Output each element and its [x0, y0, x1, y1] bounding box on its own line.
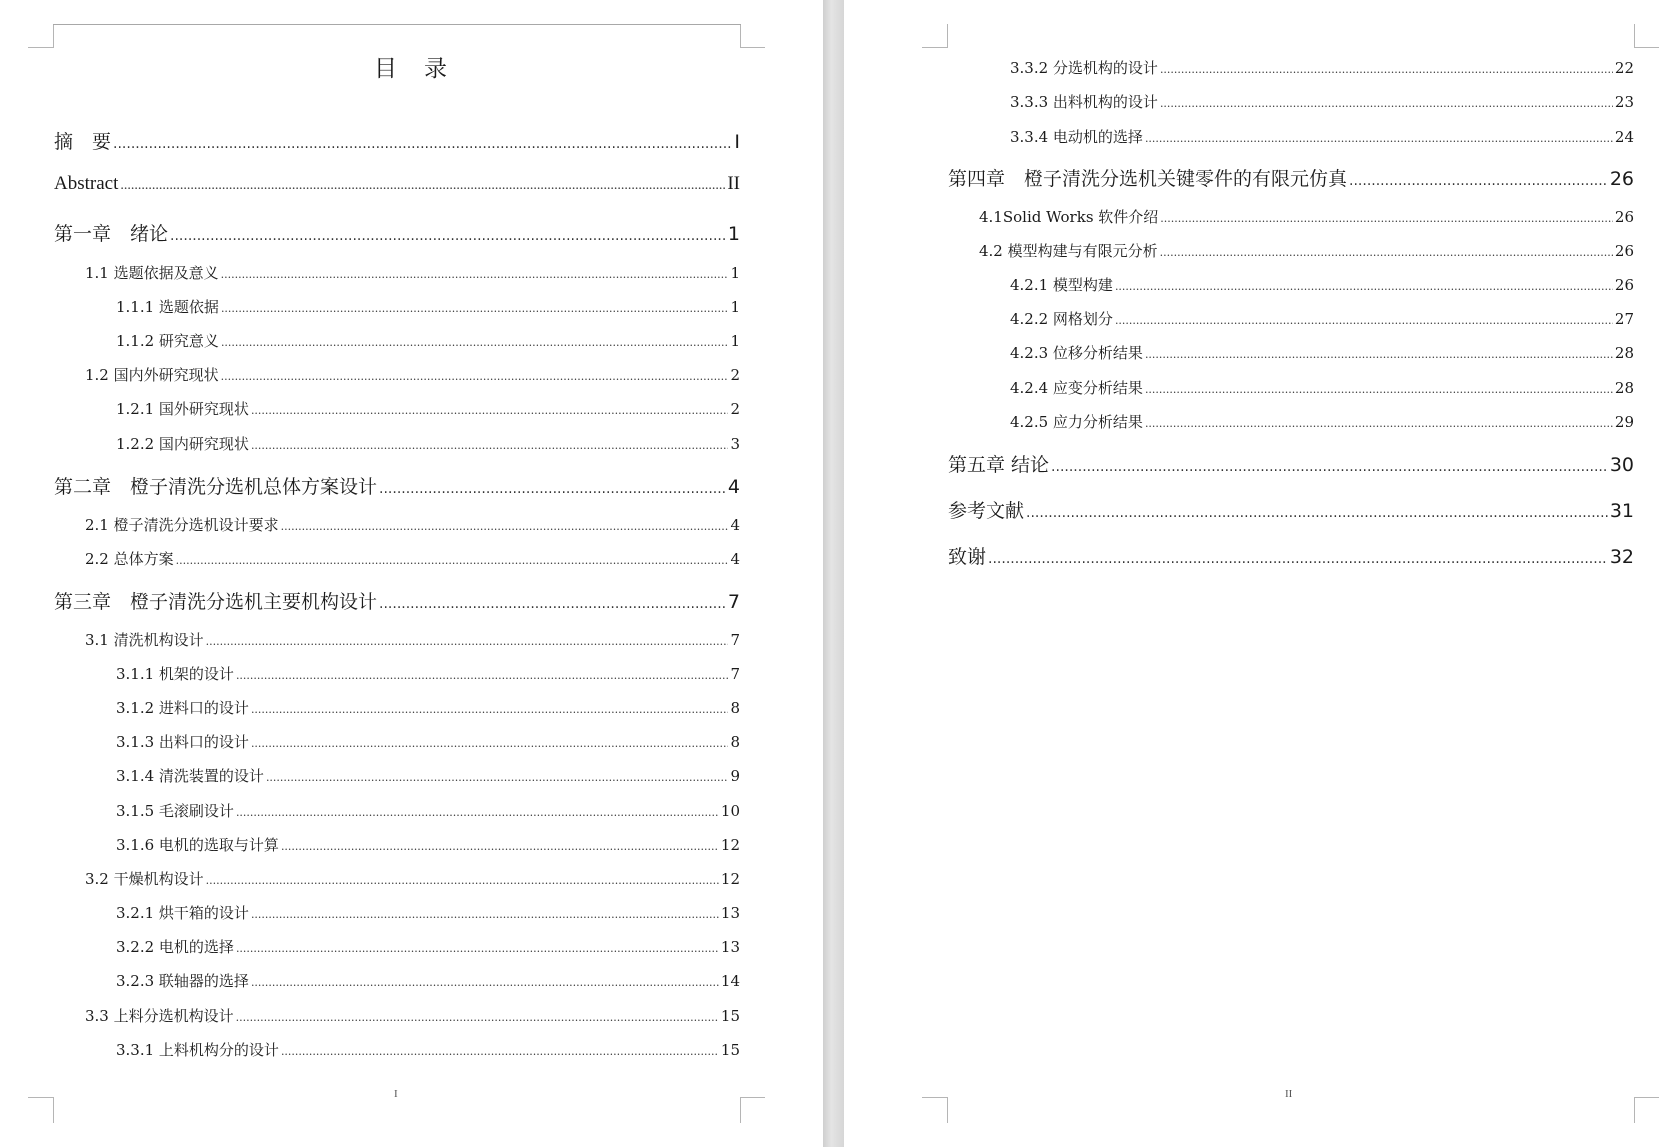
toc-label: 3.1.3 出料口的设计 [116, 733, 249, 751]
toc-page-number: 28 [1614, 379, 1634, 397]
toc-label: 3.1 清洗机构设计 [85, 631, 204, 649]
toc-leader [221, 336, 729, 349]
toc-entry-subsection[interactable] [1010, 126, 1634, 147]
toc-label: 2.2 总体方案 [85, 550, 174, 568]
crop-mark [1634, 24, 1635, 48]
toc-label: 1.2.1 国外研究现状 [116, 400, 249, 418]
toc-page-number: 15 [720, 1007, 740, 1025]
toc-leader [120, 178, 725, 194]
toc-leader [1160, 212, 1613, 225]
toc-page-number: 4 [730, 516, 740, 534]
toc-entry-subsection[interactable] [1010, 274, 1634, 295]
crop-mark [740, 47, 765, 48]
toc-leader [1145, 383, 1613, 396]
toc-entry-subsection[interactable] [116, 731, 740, 752]
crop-mark [947, 1097, 948, 1123]
toc-label: 第一章 绪论 [54, 223, 169, 245]
crop-mark [28, 47, 53, 48]
toc-page-number: 22 [1614, 59, 1634, 77]
toc-page-number: 8 [730, 733, 740, 751]
toc-entry-section[interactable] [85, 868, 740, 889]
toc-entry-section[interactable] [85, 514, 740, 535]
crop-mark [740, 1097, 765, 1098]
toc-leader [236, 1011, 719, 1024]
toc-leader [221, 268, 729, 281]
toc-page-number: 29 [1614, 413, 1634, 431]
toc-leader [1115, 280, 1613, 293]
toc-page-number: 31 [1609, 500, 1634, 522]
toc-entry-chapter-3[interactable] [54, 587, 740, 614]
toc-entry-subsection[interactable] [1010, 342, 1634, 363]
toc-label: 1.1.1 选题依据 [116, 298, 219, 316]
toc-leader [1160, 63, 1613, 76]
toc-entry-subsection[interactable] [1010, 411, 1634, 432]
toc-page-number: 4 [727, 476, 740, 498]
toc-leader [221, 370, 729, 383]
crop-mark [740, 1097, 741, 1123]
toc-label: 3.3 上料分选机构设计 [85, 1007, 234, 1025]
toc-leader [1145, 348, 1613, 361]
crop-mark [1634, 1097, 1659, 1098]
toc-page-number: 1 [730, 264, 740, 282]
toc-page-number: 3 [730, 435, 740, 453]
header-rule [53, 24, 741, 25]
toc-page-number: 7 [727, 591, 740, 613]
toc-page-number: 26 [1614, 242, 1634, 260]
toc-entry-abstract-en[interactable] [54, 173, 740, 195]
toc-entry-section[interactable] [979, 240, 1634, 261]
toc-label: 1.2 国内外研究现状 [85, 366, 219, 384]
toc-entry-subsection[interactable] [116, 398, 740, 419]
toc-leader [251, 703, 729, 716]
toc-label: 1.2.2 国内研究现状 [116, 435, 249, 453]
toc-label: 3.1.6 电机的选取与计算 [116, 836, 279, 854]
toc-page-number: 12 [720, 870, 740, 888]
toc-entry-subsection[interactable] [116, 663, 740, 684]
toc-entry-references[interactable] [948, 496, 1634, 523]
toc-label: 3.3.2 分选机构的设计 [1010, 59, 1158, 77]
toc-entry-subsection[interactable] [1010, 377, 1634, 398]
toc-leader [1145, 417, 1613, 430]
toc-leader [236, 942, 719, 955]
toc-leader [206, 635, 729, 648]
crop-mark [53, 24, 54, 48]
toc-leader [1051, 459, 1608, 475]
toc-entry-subsection[interactable] [116, 800, 740, 821]
toc-page-number: 15 [720, 1041, 740, 1059]
toc-entry-subsection[interactable] [116, 433, 740, 454]
toc-leader [206, 874, 719, 887]
toc-label: 3.3.4 电动机的选择 [1010, 128, 1143, 146]
crop-mark [53, 1097, 54, 1123]
toc-entry-subsection[interactable] [116, 330, 740, 351]
toc-leader [251, 404, 729, 417]
toc-page-number: 26 [1614, 208, 1634, 226]
toc-page-number: 1 [730, 332, 740, 350]
toc-leader [281, 1045, 719, 1058]
toc-entry-subsection[interactable] [116, 765, 740, 786]
toc-leader [379, 481, 726, 497]
crop-mark [740, 24, 741, 48]
page-gutter [823, 0, 844, 1147]
toc-page-number: 23 [1614, 93, 1634, 111]
toc-leader [251, 737, 729, 750]
toc-entry-chapter-1[interactable] [54, 219, 740, 246]
toc-page-number: I [734, 131, 740, 153]
toc-entry-subsection[interactable] [1010, 57, 1634, 78]
toc-label: 3.1.5 毛滚刷设计 [116, 802, 234, 820]
toc-entry-subsection[interactable] [116, 902, 740, 923]
toc-entry-section[interactable] [85, 262, 740, 283]
toc-label: 致谢 [948, 546, 987, 568]
toc-entry-subsection[interactable] [1010, 308, 1634, 329]
toc-label: 摘 要 [54, 131, 112, 153]
toc-entry-chapter-4[interactable] [948, 164, 1634, 191]
crop-mark [1634, 47, 1659, 48]
toc-entry-subsection[interactable] [116, 970, 740, 991]
toc-leader [281, 840, 719, 853]
toc-page-number: 26 [1614, 276, 1634, 294]
toc-leader [251, 439, 729, 452]
toc-page-number: 26 [1609, 168, 1634, 190]
toc-leader [1160, 246, 1613, 259]
toc-page-number: 24 [1614, 128, 1634, 146]
toc-label: 第四章 橙子清洗分选机关键零件的有限元仿真 [948, 168, 1348, 190]
toc-label: 第三章 橙子清洗分选机主要机构设计 [54, 591, 378, 613]
crop-mark [922, 47, 947, 48]
toc-leader [281, 520, 729, 533]
toc-leader [113, 136, 732, 152]
toc-leader [221, 302, 729, 315]
toc-entry-subsection[interactable] [116, 697, 740, 718]
toc-leader [988, 551, 1608, 567]
toc-label: 第二章 橙子清洗分选机总体方案设计 [54, 476, 378, 498]
toc-entry-subsection[interactable] [116, 936, 740, 957]
toc-label: 1.1 选题依据及意义 [85, 264, 219, 282]
toc-label: 3.2.3 联轴器的选择 [116, 972, 249, 990]
toc-label: 3.1.4 清洗装置的设计 [116, 767, 264, 785]
page-number-footer: II [1285, 1088, 1293, 1100]
crop-mark [28, 1097, 53, 1098]
toc-entry-subsection[interactable] [116, 1039, 740, 1060]
toc-page-number: 28 [1614, 344, 1634, 362]
crop-mark [1634, 1097, 1635, 1123]
toc-label: Abstract [54, 173, 119, 194]
toc-page-number: 2 [730, 400, 740, 418]
toc-leader [1145, 132, 1613, 145]
toc-leader [379, 596, 726, 612]
document-page-1 [0, 0, 823, 1147]
toc-leader [251, 908, 719, 921]
toc-page-number: 13 [720, 938, 740, 956]
toc-leader [236, 669, 729, 682]
document-page-2 [844, 0, 1659, 1147]
toc-page-number: 13 [720, 904, 740, 922]
toc-label: 1.1.2 研究意义 [116, 332, 219, 350]
page-number-footer: I [394, 1088, 398, 1100]
toc-leader [266, 771, 729, 784]
toc-page-number: 2 [730, 366, 740, 384]
toc-page-number: 8 [730, 699, 740, 717]
toc-page-number: 7 [730, 631, 740, 649]
toc-leader [251, 976, 719, 989]
toc-page-number: 32 [1609, 546, 1634, 568]
toc-page-number: 10 [720, 802, 740, 820]
toc-label: 3.2.2 电机的选择 [116, 938, 234, 956]
toc-page-number: 1 [727, 223, 740, 245]
toc-entry-section[interactable] [979, 206, 1634, 227]
toc-leader [1160, 97, 1613, 110]
toc-entry-subsection[interactable] [1010, 91, 1634, 112]
toc-page-number: II [727, 173, 740, 194]
toc-page-number: 4 [730, 550, 740, 568]
toc-page-number: 27 [1614, 310, 1634, 328]
toc-entry-section[interactable] [85, 1005, 740, 1026]
toc-entry-section[interactable] [85, 364, 740, 385]
toc-label: 2.1 橙子清洗分选机设计要求 [85, 516, 279, 534]
toc-label: 4.2.1 模型构建 [1010, 276, 1113, 294]
toc-page-number: 30 [1609, 454, 1634, 476]
toc-label: 4.2.2 网格划分 [1010, 310, 1113, 328]
toc-title: 目 录 [374, 56, 449, 82]
toc-leader [1115, 314, 1613, 327]
toc-label: 参考文献 [948, 500, 1025, 522]
toc-entry-acknowledgements[interactable] [948, 542, 1634, 569]
toc-leader [170, 228, 726, 244]
toc-page-number: 7 [730, 665, 740, 683]
toc-page-number: 9 [730, 767, 740, 785]
toc-label: 3.2 干燥机构设计 [85, 870, 204, 888]
toc-entry-abstract-cn[interactable] [54, 127, 740, 154]
toc-entry-section[interactable] [85, 629, 740, 650]
toc-label: 4.2.3 位移分析结果 [1010, 344, 1143, 362]
toc-label: 4.2.5 应力分析结果 [1010, 413, 1143, 431]
toc-label: 4.1Solid Works 软件介绍 [979, 208, 1159, 226]
toc-label: 第五章 结论 [948, 454, 1050, 476]
toc-leader [1026, 505, 1608, 521]
toc-label: 4.2 模型构建与有限元分析 [979, 242, 1158, 260]
toc-entry-subsection[interactable] [116, 296, 740, 317]
toc-label: 4.2.4 应变分析结果 [1010, 379, 1143, 397]
toc-leader [236, 806, 719, 819]
toc-label: 3.2.1 烘干箱的设计 [116, 904, 249, 922]
crop-mark [922, 1097, 947, 1098]
toc-page-number: 12 [720, 836, 740, 854]
toc-leader [176, 554, 729, 567]
toc-page-number: 14 [720, 972, 740, 990]
toc-label: 3.3.1 上料机构分的设计 [116, 1041, 279, 1059]
toc-entry-chapter-5[interactable] [948, 450, 1634, 477]
toc-entry-chapter-2[interactable] [54, 472, 740, 499]
toc-leader [1349, 173, 1608, 189]
toc-label: 3.1.2 进料口的设计 [116, 699, 249, 717]
toc-label: 3.3.3 出料机构的设计 [1010, 93, 1158, 111]
toc-entry-subsection[interactable] [116, 834, 740, 855]
toc-entry-section[interactable] [85, 548, 740, 569]
toc-page-number: 1 [730, 298, 740, 316]
crop-mark [947, 24, 948, 48]
toc-label: 3.1.1 机架的设计 [116, 665, 234, 683]
